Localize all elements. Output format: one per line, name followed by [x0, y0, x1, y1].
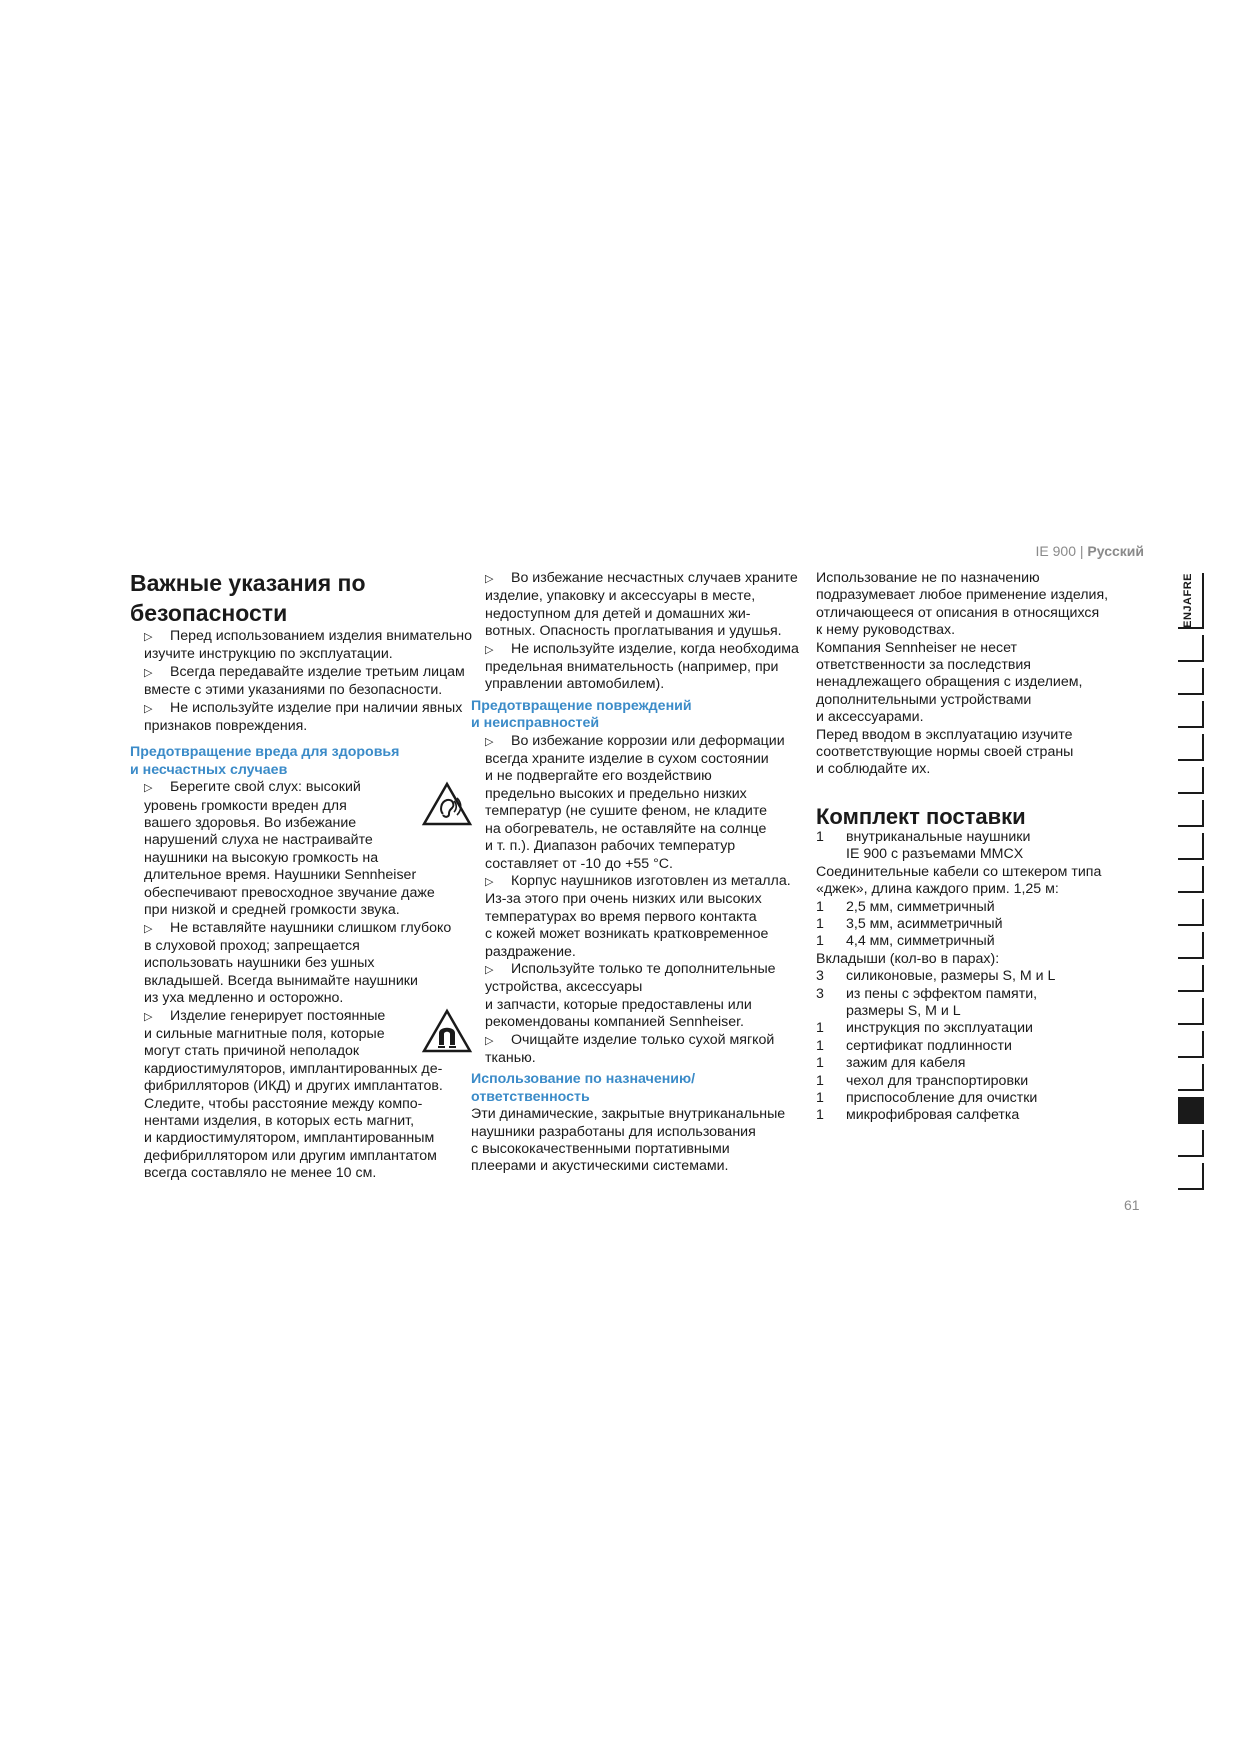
hearing-warning-icon	[421, 781, 473, 827]
language-tab[interactable]	[1178, 1031, 1204, 1058]
arrow-icon: ▷	[485, 875, 494, 888]
regulations-paragraph: Перед вводом в эксплуатацию изучите соответствующие нормы своей страны и соблюдайте их.	[816, 726, 1074, 778]
column-1	[130, 568, 473, 1183]
page-number: 61	[1124, 1197, 1140, 1213]
subhead-intended-use: Использование по назначению/ ответственность	[471, 1071, 696, 1105]
package-title: Комплект поставки	[816, 803, 1026, 829]
language-tab[interactable]	[1178, 1163, 1204, 1190]
bullet-attention: ▷ Не используйте изделие, когда необходима предельная внимательность (например, при управлении автомобилем).	[485, 640, 799, 693]
language-tab[interactable]	[1178, 866, 1204, 893]
liability-paragraph: Компания Sennheiser не несет ответственности за последствия ненадлежащего обращения с изделием, дополнительными устройствами и аксессуарами.	[816, 639, 1083, 726]
bullet-magnet: ▷ Изделие генерирует постоянные и сильные магнитные поля, которые могут стать причиной неполадок кардиостимуляторов, имплантированных де- фибрилляторов (ИКД) и других имплантатов. Следите, чтобы расстояние между компо- нентами изделия, в которых есть магнит, и кардиостимулятором, имплантированным дефибриллятором или другим имплантатом всегда составляло не менее 10 см.	[130, 1008, 473, 1183]
language-tab[interactable]	[1178, 1130, 1204, 1157]
column-2	[471, 570, 816, 1176]
language-tab[interactable]	[1178, 573, 1204, 629]
arrow-icon: ▷	[485, 573, 494, 585]
subhead-damage: Предотвращение повреждений и неисправностей	[471, 697, 692, 732]
list-item: 1 2,5 мм, симметричный	[816, 898, 995, 915]
language-tab[interactable]	[1178, 668, 1204, 695]
bullet-hearing: ▷ Берегите свой слух: высокий уровень громкости вреден для вашего здоровья. Во избежание нарушений слуха не настраивайте наушники на высокую громкость на длительное время. Наушники Sennheiser обеспечивают превосходное звучание даже при низкой и средней громкости звука.	[130, 779, 473, 919]
language-tab[interactable]	[1178, 701, 1204, 728]
language-tab[interactable]	[1178, 767, 1204, 794]
header-separator: |	[1079, 543, 1084, 559]
list-item: 1 микрофибровая салфетка	[816, 1107, 1020, 1124]
bullet-metal: ▷ Корпус наушников изготовлен из металла. Из-за этого при очень низких или высоких температурах во время первого контакта с кожей может возникать кратковременное раздражение.	[485, 872, 791, 960]
safety-title	[130, 568, 473, 628]
intended-use-paragraph: Эти динамические, закрытые внутриканальные наушники разработаны для использования с высококачественными портативными плеерами и акустическими системами.	[471, 1106, 786, 1175]
bullet-read-manual: ▷ Перед использованием изделия внимательно изучите инструкцию по эксплуатации.	[144, 628, 473, 663]
list-item: 1 4,4 мм, симметричный	[816, 933, 995, 950]
list-item: 3 силиконовые, размеры S, M и L	[816, 968, 1056, 985]
header-language: Русский	[1087, 543, 1144, 559]
language-tab[interactable]	[1178, 899, 1204, 926]
list-item: 1 инструкция по эксплуатации	[816, 1020, 1033, 1037]
list-item: 1 чехол для транспортировки	[816, 1072, 1029, 1089]
list-item: 1 приспособление для очистки	[816, 1089, 1038, 1106]
language-tab[interactable]	[1178, 965, 1204, 992]
language-tab[interactable]	[1178, 1097, 1204, 1124]
column-3	[816, 570, 1134, 1125]
language-tabs	[1178, 573, 1204, 1196]
language-tab[interactable]	[1178, 800, 1204, 827]
arrow-icon: ▷	[144, 782, 153, 795]
misuse-paragraph: Использование не по назначению подразумевает любое применение изделия, отличающееся от описания в относящихся к нему руководствах.	[816, 570, 1109, 639]
bullet-damage: ▷ Не используйте изделие при наличии явных признаков повреждения.	[144, 699, 463, 735]
arrow-icon: ▷	[144, 631, 153, 643]
tab-label: ENJAFRE	[1182, 573, 1194, 628]
subhead-health: Предотвращение вреда для здоровья и несчастных случаев	[130, 744, 400, 778]
safety-title-line-1: Важные указания по	[130, 570, 366, 596]
list-item: 1 3,5 мм, асимметричный	[816, 915, 1003, 932]
language-tab[interactable]	[1178, 998, 1204, 1025]
arrow-icon: ▷	[485, 963, 494, 976]
page-header	[1036, 543, 1144, 559]
cables-intro: Соединительные кабели со штекером типа «джек», длина каждого прим. 1,25 м:	[816, 863, 1102, 898]
arrow-icon: ▷	[485, 643, 494, 656]
list-item: 3 из пены с эффектом памяти, размеры S, M и L	[816, 985, 1038, 1019]
arrow-icon: ▷	[485, 735, 494, 748]
arrow-icon: ▷	[144, 666, 153, 679]
arrow-icon: ▷	[485, 1034, 494, 1047]
header-product: IE 900	[1035, 543, 1076, 559]
bullet-accessories: ▷ Используйте только те дополнительные устройства, аксессуары и запчасти, которые предоставлены или рекомендованы компанией Sennheiser.	[485, 960, 776, 1031]
language-tab[interactable]	[1178, 734, 1204, 761]
list-item: 1 внутриканальные наушники IE 900 с разъемами MMCX	[816, 828, 1031, 863]
language-tab[interactable]	[1178, 1064, 1204, 1091]
arrow-icon: ▷	[144, 1010, 153, 1023]
tips-intro: Вкладыши (кол-во в парах):	[816, 950, 1000, 967]
bullet-children: ▷ Во избежание несчастных случаев храните изделие, упаковку и аксессуары в месте, недоступном для детей и домашних жи- вотных. Опасность проглатывания и удушья.	[485, 570, 798, 640]
arrow-icon: ▷	[144, 922, 153, 935]
bullet-deep-insert: ▷ Не вставляйте наушники слишком глубоко в слуховой проход; запрещается использовать наушники без ушных вкладышей. Всегда вынимайте наушники из уха медленно и осторожно.	[144, 919, 452, 1007]
list-item: 1 сертификат подлинности	[816, 1037, 1012, 1054]
bullet-cleaning: ▷ Очищайте изделие только сухой мягкой тканью.	[485, 1031, 775, 1066]
language-tab[interactable]	[1178, 635, 1204, 662]
list-item: 1 зажим для кабеля	[816, 1055, 966, 1072]
magnet-warning-icon	[421, 1008, 473, 1054]
bullet-corrosion: ▷ Во избежание коррозии или деформации всегда храните изделие в сухом состоянии и не подвергайте его воздействию предельно высоких и предельно низких температур (не сушите феном, не кладите на обогреватель, не оставляйте на солнце и т. п.). Диапазон рабочих температур составляет от -10 до +55 °C.	[485, 732, 785, 872]
arrow-icon: ▷	[144, 702, 153, 715]
language-tab[interactable]	[1178, 932, 1204, 959]
language-tab[interactable]	[1178, 833, 1204, 860]
bullet-pass-instructions: ▷ Всегда передавайте изделие третьим лицам вместе с этими указаниями по безопасности.	[144, 663, 465, 699]
safety-title-line-2: безопасности	[130, 600, 288, 626]
